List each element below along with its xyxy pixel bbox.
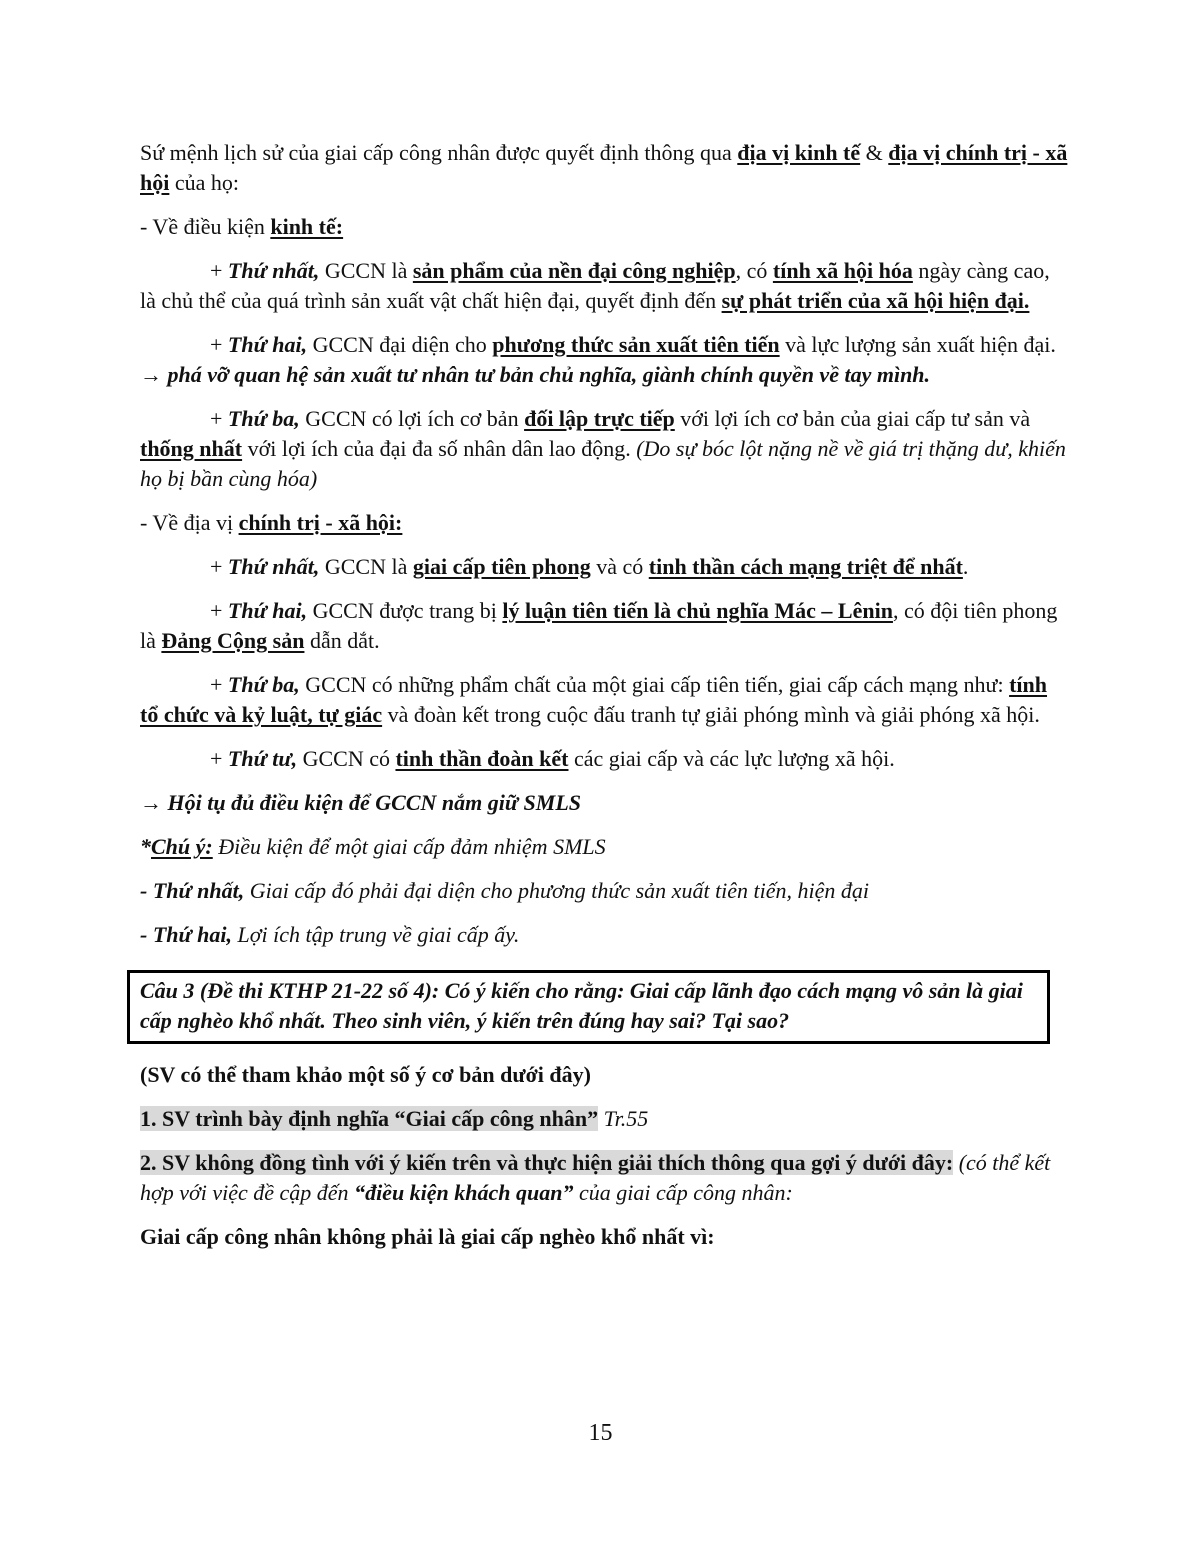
point-text: GCCN đại diện cho — [307, 332, 493, 357]
point-text: với lợi ích cơ bản của giai cấp tư sản và — [674, 406, 1031, 431]
point-text: dẫn dắt. — [304, 628, 380, 653]
econ-heading — [140, 212, 1070, 242]
econ-point-1: + Thứ nhất, GCCN là sản phẩm của nền đại công nghiệp, có tính xã hội hóa ngày càng cao, là chủ thể của quá trình sản xuất vật chất hiện đại, quyết định đến sự phát triển của xã hội hiện đại. — [140, 258, 1050, 313]
key-term: tính tổ chức và kỷ luật, tự giác — [140, 672, 1048, 727]
point-consequence: → phá vỡ quan hệ sản xuất tư nhân tư bản chủ nghĩa, giành chính quyền về tay mình. — [140, 362, 931, 387]
point-text: với lợi ích của đại đa số nhân dân lao động. — [242, 436, 637, 461]
pol-heading — [140, 508, 1070, 538]
point-text: và đoàn kết trong cuộc đấu tranh tự giải phóng mình và giải phóng xã hội. — [382, 702, 1040, 727]
note-item-lead: - Thứ nhất, — [140, 878, 245, 903]
question-text: Câu 3 (Đề thi KTHP 21-22 số 4): Có ý kiến cho rằng: Giai cấp lãnh đạo cách mạng vô sản là giai cấp nghèo khổ nhất. Theo sinh viên, ý kiến trên đúng hay sai? Tại sao? — [140, 978, 1023, 1033]
point-text: , có đội tiên phong là — [140, 598, 1058, 653]
heading-text: - Về điều kiện — [140, 214, 271, 239]
key-term: thống nhất — [140, 436, 243, 461]
key-term: sự phát triển của xã hội hiện đại. — [721, 288, 1030, 313]
key-term-political-status: địa vị chính trị - xã hội — [140, 140, 1068, 195]
heading-text: - Về địa vị — [140, 510, 239, 535]
note-text: Điều kiện để một giai cấp đảm nhiệm SMLS — [212, 834, 606, 859]
econ-point-3: + Thứ ba, GCCN có lợi ích cơ bản đối lập trực tiếp với lợi ích cơ bản của giai cấp tư sản và thống nhất với lợi ích của đại đa số nhân dân lao động. (Do sự bóc lột nặng nề về giá trị thặng dư, khiến họ bị bần cùng hóa) — [140, 406, 1066, 491]
key-term: tinh thần đoàn kết — [395, 746, 569, 771]
reference-note: (SV có thể tham khảo một số ý cơ bản dưới đây) — [140, 1062, 591, 1087]
document-page — [140, 138, 1070, 1266]
pol-point-2: + Thứ hai, GCCN được trang bị lý luận tiên tiến là chủ nghĩa Mác – Lênin, có đội tiên phong là Đảng Cộng sản dẫn dắt. — [140, 598, 1058, 653]
note-item-lead: - Thứ hai, — [140, 922, 233, 947]
intro-paragraph — [140, 138, 1070, 198]
key-term: giai cấp tiên phong — [412, 554, 591, 579]
point-lead: Thứ hai, — [227, 332, 308, 357]
econ-point-2: + Thứ hai, GCCN đại diện cho phương thức sản xuất tiên tiến và lực lượng sản xuất hiện đại. → phá vỡ quan hệ sản xuất tư nhân tư bản chủ nghĩa, giành chính quyền về tay mình. — [140, 332, 1056, 387]
intro-text: Sứ mệnh lịch sử của giai cấp công nhân được quyết định thông qua — [140, 140, 738, 165]
point-text: GCCN có — [297, 746, 396, 771]
pol-point-4: + Thứ tư, GCCN có tinh thần đoàn kết các giai cấp và các lực lượng xã hội. — [210, 746, 895, 771]
answer-step-2 — [140, 1148, 1070, 1208]
key-term: tinh thần cách mạng triệt để nhất — [648, 554, 963, 579]
key-term: lý luận tiên tiến là chủ nghĩa Mác – Lênin — [502, 598, 893, 623]
point-text: GCCN được trang bị — [307, 598, 503, 623]
point-text: GCCN có lợi ích cơ bản — [299, 406, 525, 431]
note-label: Chú ý: — [151, 834, 213, 859]
note-item-2 — [140, 920, 1070, 950]
step-highlight: 2. SV không đồng tình với ý kiến trên và thực hiện giải thích thông qua gợi ý dưới đây: — [140, 1150, 954, 1175]
step-highlight: 1. SV trình bày định nghĩa “Giai cấp công nhân” — [140, 1106, 599, 1131]
point-lead: Thứ nhất, — [227, 554, 320, 579]
point-lead: Thứ hai, — [227, 598, 308, 623]
page-reference: Tr.55 — [598, 1106, 649, 1131]
final-statement: Giai cấp công nhân không phải là giai cấp nghèo khổ nhất vì: — [140, 1224, 715, 1249]
point-text: các giai cấp và các lực lượng xã hội. — [568, 746, 895, 771]
key-term: tính xã hội hóa — [772, 258, 913, 283]
key-term: đối lập trực tiếp — [524, 406, 675, 431]
point-lead: Thứ ba, — [227, 672, 300, 697]
pol-point-1: + Thứ nhất, GCCN là giai cấp tiên phong và có tinh thần cách mạng triệt để nhất. — [210, 554, 969, 579]
step-note: (có thể kết hợp với việc đề cập đến — [140, 1150, 1051, 1205]
key-term: Đảng Cộng sản — [161, 628, 305, 653]
heading-key: chính trị - xã hội: — [238, 510, 403, 535]
key-term: phương thức sản xuất tiên tiến — [492, 332, 780, 357]
note-item-1 — [140, 876, 1070, 906]
heading-key: kinh tế: — [270, 214, 344, 239]
point-text: GCCN là — [319, 554, 413, 579]
point-text: GCCN có những phẩm chất của một giai cấp tiên tiến, giai cấp cách mạng như: — [299, 672, 1010, 697]
point-lead: Thứ tư, — [227, 746, 298, 771]
note-item-text: Giai cấp đó phải đại diện cho phương thức sản xuất tiên tiến, hiện đại — [244, 878, 870, 903]
key-term: sản phẩm của nền đại công nghiệp — [412, 258, 736, 283]
page-number: 15 — [588, 1420, 613, 1446]
point-text: và lực lượng sản xuất hiện đại. — [779, 332, 1056, 357]
point-text: , có — [735, 258, 773, 283]
question-box — [127, 970, 1050, 1044]
key-term-economic-status: địa vị kinh tế — [737, 140, 861, 165]
point-text: ngày càng cao, là chủ thể của quá trình sản xuất vật chất hiện đại, quyết định đến — [140, 258, 1050, 313]
point-text: và có — [590, 554, 649, 579]
step-key: “điều kiện khách quan” — [354, 1180, 574, 1205]
step-note: của giai cấp công nhân: — [573, 1180, 793, 1205]
note-paragraph — [140, 832, 1070, 862]
point-note: (Do sự bóc lột nặng nề về giá trị thặng dư, khiến họ bị bần cùng hóa) — [140, 436, 1066, 491]
point-text: . — [962, 554, 969, 579]
conclusion: → Hội tụ đủ điều kiện để GCCN nắm giữ SMLS — [140, 790, 582, 815]
answer-step-1 — [140, 1104, 1070, 1134]
point-lead: Thứ ba, — [227, 406, 300, 431]
point-text: GCCN là — [319, 258, 413, 283]
intro-text: của họ: — [169, 170, 240, 195]
pol-point-3: + Thứ ba, GCCN có những phẩm chất của một giai cấp tiên tiến, giai cấp cách mạng như: tính tổ chức và kỷ luật, tự giác và đoàn kết trong cuộc đấu tranh tự giải phóng mình và giải phóng xã hội. — [140, 672, 1048, 727]
point-lead: Thứ nhất, — [227, 258, 320, 283]
note-item-text: Lợi ích tập trung về giai cấp ấy. — [232, 922, 520, 947]
note-star: * — [140, 834, 151, 859]
intro-text: & — [860, 140, 889, 165]
